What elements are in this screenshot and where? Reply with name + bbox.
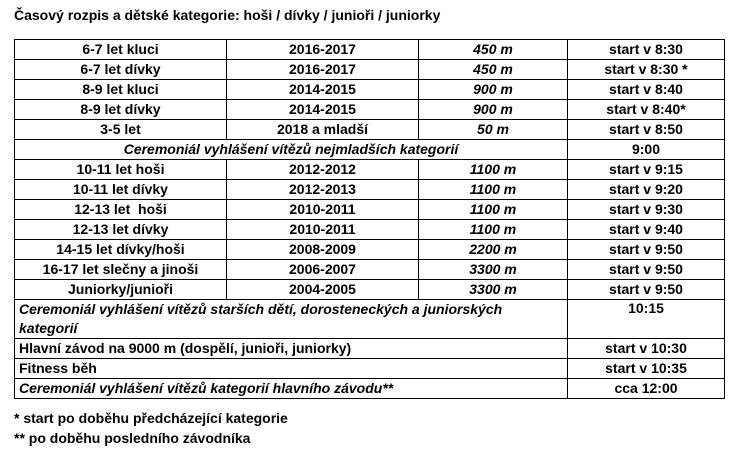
distance-cell: 1100 m xyxy=(419,200,568,220)
start-cell: start v 8:50 xyxy=(568,120,725,140)
year-cell: 2012-2013 xyxy=(227,180,419,200)
main-race-row xyxy=(15,359,725,379)
main-race-cell: Fitness běh xyxy=(15,359,568,379)
start-cell: start v 9:15 xyxy=(568,160,725,180)
start-cell: start v 8:40 xyxy=(568,80,725,100)
year-cell: 2018 a mladší xyxy=(227,120,419,140)
distance-cell: 3300 m xyxy=(419,280,568,300)
table-row xyxy=(15,80,725,100)
start-cell: start v 10:35 xyxy=(568,359,725,379)
main-race-row xyxy=(15,339,725,359)
start-cell: start v 10:30 xyxy=(568,339,725,359)
category-cell: 3-5 let xyxy=(15,120,227,140)
ceremony-row xyxy=(15,140,725,160)
ceremony-cell: Ceremoniál vyhlášení vítězů nejmladších kategorií xyxy=(15,140,568,160)
distance-cell: 900 m xyxy=(419,80,568,100)
category-cell: 12-13 let dívky xyxy=(15,220,227,240)
table-row xyxy=(15,240,725,260)
table-row xyxy=(15,120,725,140)
ceremony-cell: Ceremoniál vyhlášení vítězů starších dětí, dorosteneckých a juniorských kategorií xyxy=(15,300,568,339)
table-row xyxy=(15,60,725,80)
footnote-single-asterisk: * start po doběhu předcházející kategorie xyxy=(14,410,288,426)
start-cell: cca 12:00 xyxy=(568,379,725,399)
category-cell: 6-7 let dívky xyxy=(15,60,227,80)
table-row xyxy=(15,40,725,60)
year-cell: 2014-2015 xyxy=(227,100,419,120)
main-race-cell: Hlavní závod na 9000 m (dospělí, junioři, juniorky) xyxy=(15,339,568,359)
start-cell: start v 8:30 * xyxy=(568,60,725,80)
schedule-table xyxy=(14,39,725,399)
start-cell: start v 9:40 xyxy=(568,220,725,240)
table-row xyxy=(15,260,725,280)
table-row xyxy=(15,180,725,200)
start-cell: start v 9:30 xyxy=(568,200,725,220)
distance-cell: 1100 m xyxy=(419,180,568,200)
category-cell: 14-15 let dívky/hoši xyxy=(15,240,227,260)
start-cell: start v 8:40* xyxy=(568,100,725,120)
year-cell: 2006-2007 xyxy=(227,260,419,280)
start-cell: start v 8:30 xyxy=(568,40,725,60)
year-cell: 2016-2017 xyxy=(227,60,419,80)
table-row xyxy=(15,280,725,300)
distance-cell: 3300 m xyxy=(419,260,568,280)
distance-cell: 2200 m xyxy=(419,240,568,260)
year-cell: 2014-2015 xyxy=(227,80,419,100)
start-cell: start v 9:50 xyxy=(568,260,725,280)
category-cell: 10-11 let hoši xyxy=(15,160,227,180)
start-cell: 10:15 xyxy=(568,300,725,339)
distance-cell: 900 m xyxy=(419,100,568,120)
table-row xyxy=(15,160,725,180)
ceremony-row xyxy=(15,300,725,339)
year-cell: 2004-2005 xyxy=(227,280,419,300)
start-cell: start v 9:20 xyxy=(568,180,725,200)
category-cell: Juniorky/junioři xyxy=(15,280,227,300)
table-row xyxy=(15,200,725,220)
distance-cell: 450 m xyxy=(419,40,568,60)
table-row xyxy=(15,220,725,240)
category-cell: 8-9 let kluci xyxy=(15,80,227,100)
category-cell: 8-9 let dívky xyxy=(15,100,227,120)
ceremony-row xyxy=(15,379,725,399)
footnote-double-asterisk: ** po doběhu posledního závodníka xyxy=(14,430,251,446)
table-row xyxy=(15,100,725,120)
distance-cell: 450 m xyxy=(419,60,568,80)
category-cell: 16-17 let slečny a jinoši xyxy=(15,260,227,280)
year-cell: 2016-2017 xyxy=(227,40,419,60)
start-cell: 9:00 xyxy=(568,140,725,160)
distance-cell: 1100 m xyxy=(419,220,568,240)
year-cell: 2012-2012 xyxy=(227,160,419,180)
page-title: Časový rozpis a dětské kategorie: hoši / dívky / junioři / juniorky xyxy=(14,7,441,23)
category-cell: 6-7 let kluci xyxy=(15,40,227,60)
year-cell: 2010-2011 xyxy=(227,220,419,240)
category-cell: 10-11 let dívky xyxy=(15,180,227,200)
ceremony-cell: Ceremoniál vyhlášení vítězů kategorií hlavního závodu** xyxy=(15,379,568,399)
year-cell: 2010-2011 xyxy=(227,200,419,220)
start-cell: start v 9:50 xyxy=(568,280,725,300)
start-cell: start v 9:50 xyxy=(568,240,725,260)
distance-cell: 50 m xyxy=(419,120,568,140)
distance-cell: 1100 m xyxy=(419,160,568,180)
category-cell: 12-13 let hoši xyxy=(15,200,227,220)
year-cell: 2008-2009 xyxy=(227,240,419,260)
